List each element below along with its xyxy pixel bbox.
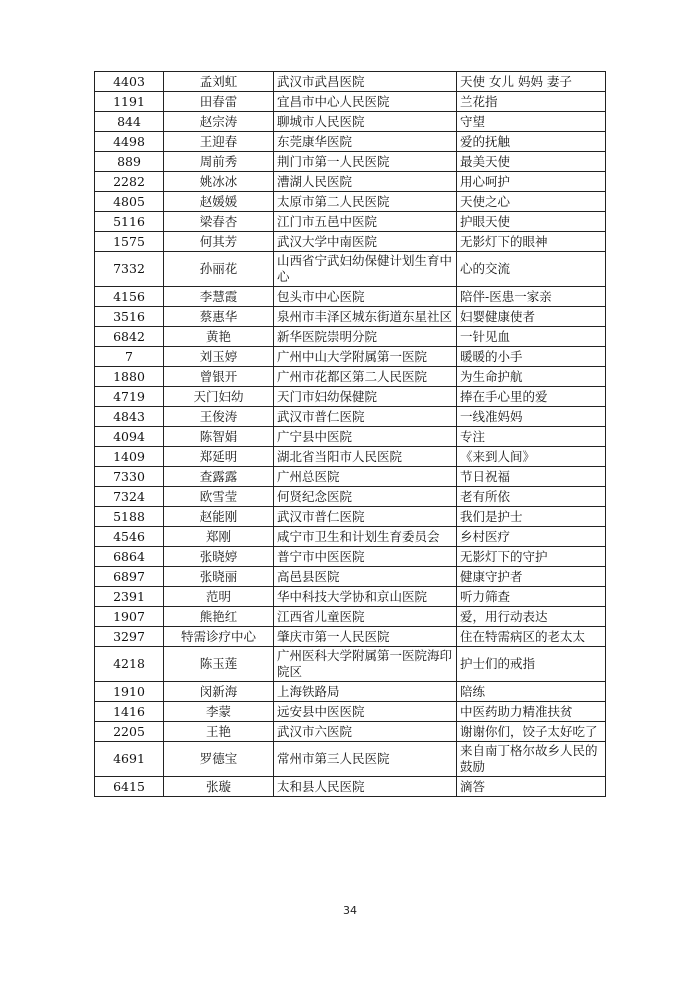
- table-row: [95, 627, 606, 647]
- hospital-name: 广州总医院: [274, 467, 457, 487]
- entrant-name: 曾银开: [164, 367, 274, 387]
- hospital-name: 包头市中心医院: [274, 287, 457, 307]
- hospital-name: 新华医院崇明分院: [274, 327, 457, 347]
- entrant-name: 张璇: [164, 777, 274, 797]
- entry-id: 4546: [95, 527, 164, 547]
- hospital-name: 江西省儿童医院: [274, 607, 457, 627]
- entry-id: 1191: [95, 92, 164, 112]
- entrant-name: 何其芳: [164, 232, 274, 252]
- table-row: [95, 92, 606, 112]
- entry-id: 3297: [95, 627, 164, 647]
- entrant-name: 张晓婷: [164, 547, 274, 567]
- work-title: 住在特需病区的老太太: [457, 627, 606, 647]
- hospital-name: 广宁县中医院: [274, 427, 457, 447]
- entry-id: 4498: [95, 132, 164, 152]
- hospital-name: 上海铁路局: [274, 682, 457, 702]
- entrant-name: 王迎春: [164, 132, 274, 152]
- entry-id: 7: [95, 347, 164, 367]
- work-title: 天使之心: [457, 192, 606, 212]
- entry-id: 1409: [95, 447, 164, 467]
- entry-id: 1575: [95, 232, 164, 252]
- hospital-name: 江门市五邑中医院: [274, 212, 457, 232]
- hospital-name: 广州市花都区第二人民医院: [274, 367, 457, 387]
- table-row: [95, 682, 606, 702]
- table-row: [95, 232, 606, 252]
- entry-id: 1880: [95, 367, 164, 387]
- table-row: [95, 427, 606, 447]
- table-row: [95, 192, 606, 212]
- table-row: [95, 287, 606, 307]
- table-row: [95, 447, 606, 467]
- work-title: 守望: [457, 112, 606, 132]
- entry-id: 4218: [95, 647, 164, 682]
- entry-id: 4691: [95, 742, 164, 777]
- entrant-name: 闵新海: [164, 682, 274, 702]
- table-row: [95, 777, 606, 797]
- table-row: [95, 172, 606, 192]
- entrant-name: 陈玉莲: [164, 647, 274, 682]
- entry-id: 6415: [95, 777, 164, 797]
- table-row: [95, 587, 606, 607]
- hospital-name: 华中科技大学协和京山医院: [274, 587, 457, 607]
- table-row: [95, 467, 606, 487]
- work-title: 兰花指: [457, 92, 606, 112]
- hospital-name: 泉州市丰泽区城东街道东星社区: [274, 307, 457, 327]
- entry-id: 2282: [95, 172, 164, 192]
- table-row: [95, 347, 606, 367]
- entrant-name: 孙丽花: [164, 252, 274, 287]
- entry-id: 5116: [95, 212, 164, 232]
- work-title: 我们是护士: [457, 507, 606, 527]
- entry-id: 6897: [95, 567, 164, 587]
- hospital-name: 何贤纪念医院: [274, 487, 457, 507]
- table-row: [95, 72, 606, 92]
- work-title: 节日祝福: [457, 467, 606, 487]
- hospital-name: 广州中山大学附属第一医院: [274, 347, 457, 367]
- hospital-name: 咸宁市卫生和计划生育委员会: [274, 527, 457, 547]
- work-title: 谢谢你们，饺子太好吃了: [457, 722, 606, 742]
- work-title: 陪伴-医患一家亲: [457, 287, 606, 307]
- table-row: [95, 132, 606, 152]
- entrant-name: 郑延明: [164, 447, 274, 467]
- table-row: [95, 212, 606, 232]
- entrant-name: 田春雷: [164, 92, 274, 112]
- entrant-name: 张晓丽: [164, 567, 274, 587]
- work-title: 护眼天使: [457, 212, 606, 232]
- table-row: [95, 702, 606, 722]
- page-number: 34: [343, 904, 357, 917]
- work-title: 无影灯下的守护: [457, 547, 606, 567]
- work-title: 一针见血: [457, 327, 606, 347]
- entrant-name: 赵宗涛: [164, 112, 274, 132]
- entrant-name: 范明: [164, 587, 274, 607]
- table-row: [95, 327, 606, 347]
- entrant-name: 周前秀: [164, 152, 274, 172]
- entry-id: 2205: [95, 722, 164, 742]
- entrant-name: 郑刚: [164, 527, 274, 547]
- hospital-name: 肇庆市第一人民医院: [274, 627, 457, 647]
- table-row: [95, 367, 606, 387]
- entrant-name: 梁春杏: [164, 212, 274, 232]
- entry-id: 4805: [95, 192, 164, 212]
- work-title: 中医药助力精准扶贫: [457, 702, 606, 722]
- entrant-name: 姚冰冰: [164, 172, 274, 192]
- hospital-name: 远安县中医医院: [274, 702, 457, 722]
- work-title: 专注: [457, 427, 606, 447]
- hospital-name: 武汉市普仁医院: [274, 407, 457, 427]
- entry-id: 4719: [95, 387, 164, 407]
- work-title: 陪练: [457, 682, 606, 702]
- work-title: 爱的抚触: [457, 132, 606, 152]
- work-title: 一线准妈妈: [457, 407, 606, 427]
- hospital-name: 太原市第二人民医院: [274, 192, 457, 212]
- entrant-name: 熊艳红: [164, 607, 274, 627]
- entry-id: 889: [95, 152, 164, 172]
- table-row: [95, 407, 606, 427]
- work-title: 听力筛查: [457, 587, 606, 607]
- work-title: 爱，用行动表达: [457, 607, 606, 627]
- table-row: [95, 567, 606, 587]
- table-row: [95, 742, 606, 777]
- table-row: [95, 112, 606, 132]
- work-title: 无影灯下的眼神: [457, 232, 606, 252]
- work-title: 乡村医疗: [457, 527, 606, 547]
- entrant-name: 李蒙: [164, 702, 274, 722]
- table-row: [95, 607, 606, 627]
- entry-id: 5188: [95, 507, 164, 527]
- table-row: [95, 387, 606, 407]
- hospital-name: 天门市妇幼保健院: [274, 387, 457, 407]
- hospital-name: 武汉市六医院: [274, 722, 457, 742]
- work-title: 滴答: [457, 777, 606, 797]
- hospital-name: 宜昌市中心人民医院: [274, 92, 457, 112]
- hospital-name: 武汉市武昌医院: [274, 72, 457, 92]
- work-title: 为生命护航: [457, 367, 606, 387]
- entries-table-body: [95, 72, 606, 797]
- work-title: 护士们的戒指: [457, 647, 606, 682]
- entry-id: 6842: [95, 327, 164, 347]
- entry-id: 6864: [95, 547, 164, 567]
- entry-id: 1907: [95, 607, 164, 627]
- hospital-name: 聊城市人民医院: [274, 112, 457, 132]
- entrant-name: 欧雪莹: [164, 487, 274, 507]
- work-title: 捧在手心里的爱: [457, 387, 606, 407]
- work-title: 最美天使: [457, 152, 606, 172]
- hospital-name: 湖北省当阳市人民医院: [274, 447, 457, 467]
- entry-id: 7332: [95, 252, 164, 287]
- hospital-name: 太和县人民医院: [274, 777, 457, 797]
- work-title: 天使 女儿 妈妈 妻子: [457, 72, 606, 92]
- entrant-name: 王艳: [164, 722, 274, 742]
- entrant-name: 刘玉婷: [164, 347, 274, 367]
- work-title: 心的交流: [457, 252, 606, 287]
- entry-id: 844: [95, 112, 164, 132]
- hospital-name: 荆门市第一人民医院: [274, 152, 457, 172]
- entrant-name: 赵能刚: [164, 507, 274, 527]
- entry-id: 4094: [95, 427, 164, 447]
- hospital-name: 武汉大学中南医院: [274, 232, 457, 252]
- entry-id: 7330: [95, 467, 164, 487]
- work-title: 来自南丁格尔故乡人民的鼓励: [457, 742, 606, 777]
- work-title: 妇婴健康使者: [457, 307, 606, 327]
- hospital-name: 常州市第三人民医院: [274, 742, 457, 777]
- entrant-name: 黄艳: [164, 327, 274, 347]
- entrant-name: 特需诊疗中心: [164, 627, 274, 647]
- entry-id: 3516: [95, 307, 164, 327]
- entrant-name: 王俊涛: [164, 407, 274, 427]
- work-title: 健康守护者: [457, 567, 606, 587]
- entry-id: 4403: [95, 72, 164, 92]
- entrant-name: 天门妇幼: [164, 387, 274, 407]
- table-row: [95, 722, 606, 742]
- entry-id: 4156: [95, 287, 164, 307]
- hospital-name: 广州医科大学附属第一医院海印院区: [274, 647, 457, 682]
- table-row: [95, 152, 606, 172]
- entrant-name: 赵媛媛: [164, 192, 274, 212]
- entry-id: 1416: [95, 702, 164, 722]
- table-row: [95, 647, 606, 682]
- work-title: 用心呵护: [457, 172, 606, 192]
- table-row: [95, 487, 606, 507]
- table-row: [95, 527, 606, 547]
- table-row: [95, 307, 606, 327]
- table-row: [95, 252, 606, 287]
- entrant-name: 陈智娟: [164, 427, 274, 447]
- work-title: 《来到人间》: [457, 447, 606, 467]
- hospital-name: 普宁市中医医院: [274, 547, 457, 567]
- work-title: 老有所依: [457, 487, 606, 507]
- table-row: [95, 547, 606, 567]
- hospital-name: 漕湖人民医院: [274, 172, 457, 192]
- entry-id: 7324: [95, 487, 164, 507]
- hospital-name: 高邑县医院: [274, 567, 457, 587]
- entrant-name: 蔡惠华: [164, 307, 274, 327]
- entrant-name: 查露露: [164, 467, 274, 487]
- entrant-name: 李慧霞: [164, 287, 274, 307]
- entry-id: 1910: [95, 682, 164, 702]
- work-title: 暖暖的小手: [457, 347, 606, 367]
- entrant-name: 罗德宝: [164, 742, 274, 777]
- entrant-name: 孟刘虹: [164, 72, 274, 92]
- hospital-name: 东莞康华医院: [274, 132, 457, 152]
- hospital-name: 山西省宁武妇幼保健计划生育中心: [274, 252, 457, 287]
- entry-id: 4843: [95, 407, 164, 427]
- table-row: [95, 507, 606, 527]
- entries-table: [94, 71, 606, 797]
- hospital-name: 武汉市普仁医院: [274, 507, 457, 527]
- entry-id: 2391: [95, 587, 164, 607]
